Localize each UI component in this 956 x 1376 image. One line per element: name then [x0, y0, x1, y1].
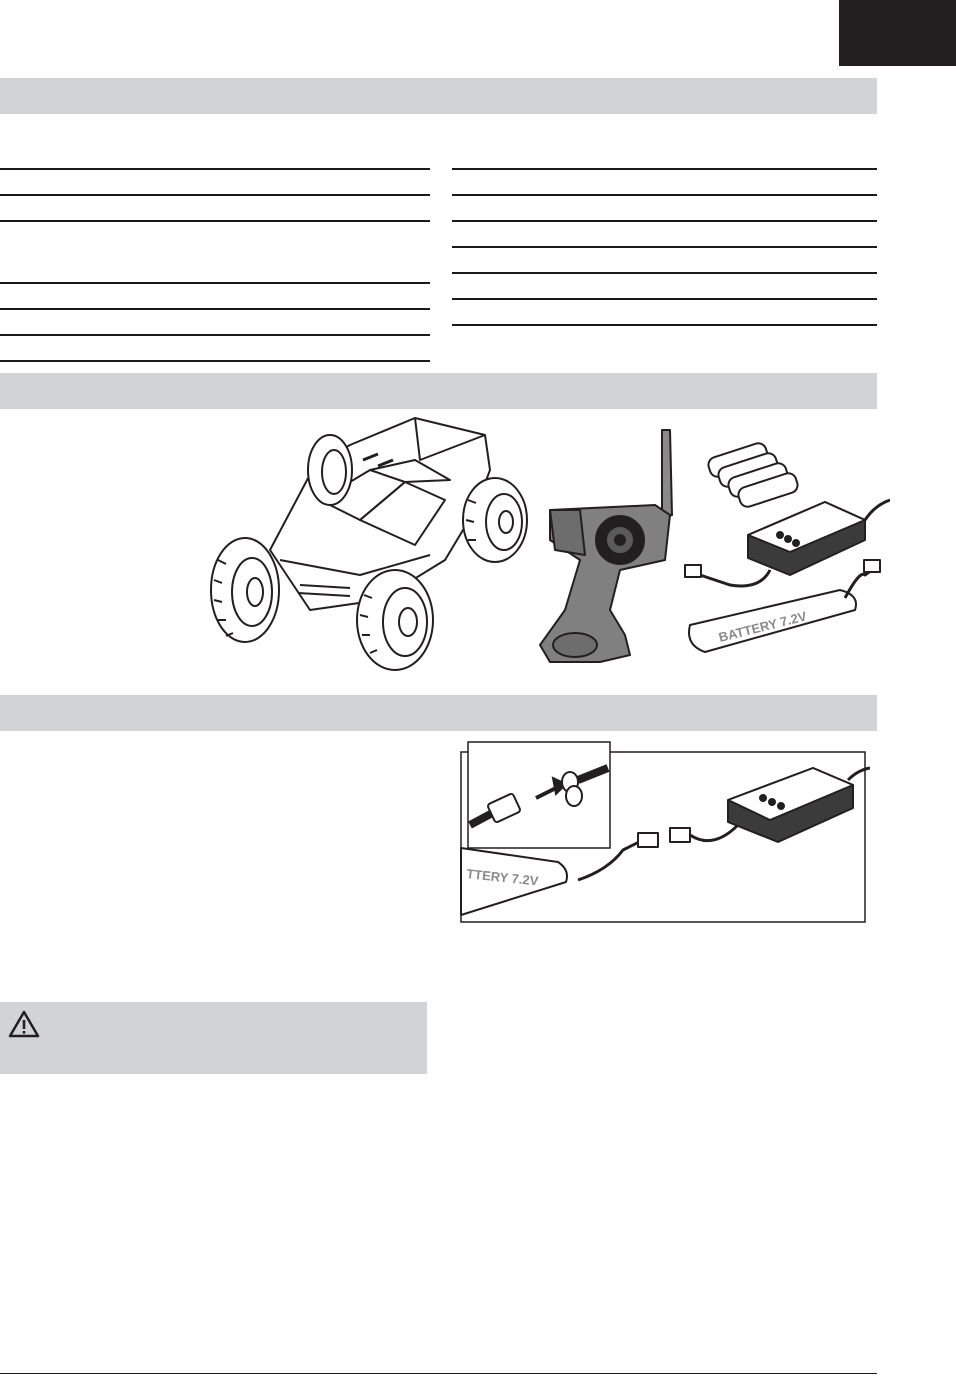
spec-rule	[452, 324, 877, 326]
rear-right-wheel	[463, 478, 527, 562]
spec-rule	[452, 194, 877, 196]
spec-rule	[452, 220, 877, 222]
spec-rule	[0, 194, 430, 196]
box-contents-section-band	[0, 373, 877, 409]
footer-rule	[0, 1373, 877, 1374]
spec-rule	[452, 168, 877, 170]
aa-batteries-illustration	[706, 441, 799, 509]
charger-illustration	[685, 500, 890, 586]
specifications-section-band	[0, 78, 877, 114]
language-tab	[839, 0, 956, 66]
warning-triangle-icon	[8, 1010, 40, 1038]
spec-rule	[452, 298, 877, 300]
front-right-wheel	[357, 570, 433, 670]
transmitter-illustration	[540, 430, 672, 662]
spec-rule	[0, 282, 430, 284]
spec-rule	[0, 360, 430, 362]
spec-rule	[0, 334, 430, 336]
front-left-wheel	[211, 538, 279, 642]
warning-box	[0, 1002, 427, 1074]
spec-rule	[0, 168, 430, 170]
box-contents-illustration	[200, 410, 890, 690]
spec-rule	[0, 220, 430, 222]
battery-charging-section-band	[0, 695, 877, 731]
spec-rule	[452, 272, 877, 274]
charging-connection-figure	[458, 740, 870, 925]
rear-left-wheel	[308, 435, 352, 505]
battery-label: BATTERY 7.2V	[717, 608, 809, 645]
charging-connection-illustration	[458, 740, 870, 925]
spec-rule	[452, 246, 877, 248]
spec-rule	[0, 308, 430, 310]
connection-battery-label: TTERY 7.2V	[465, 866, 540, 889]
monster-truck-illustration	[211, 418, 527, 670]
